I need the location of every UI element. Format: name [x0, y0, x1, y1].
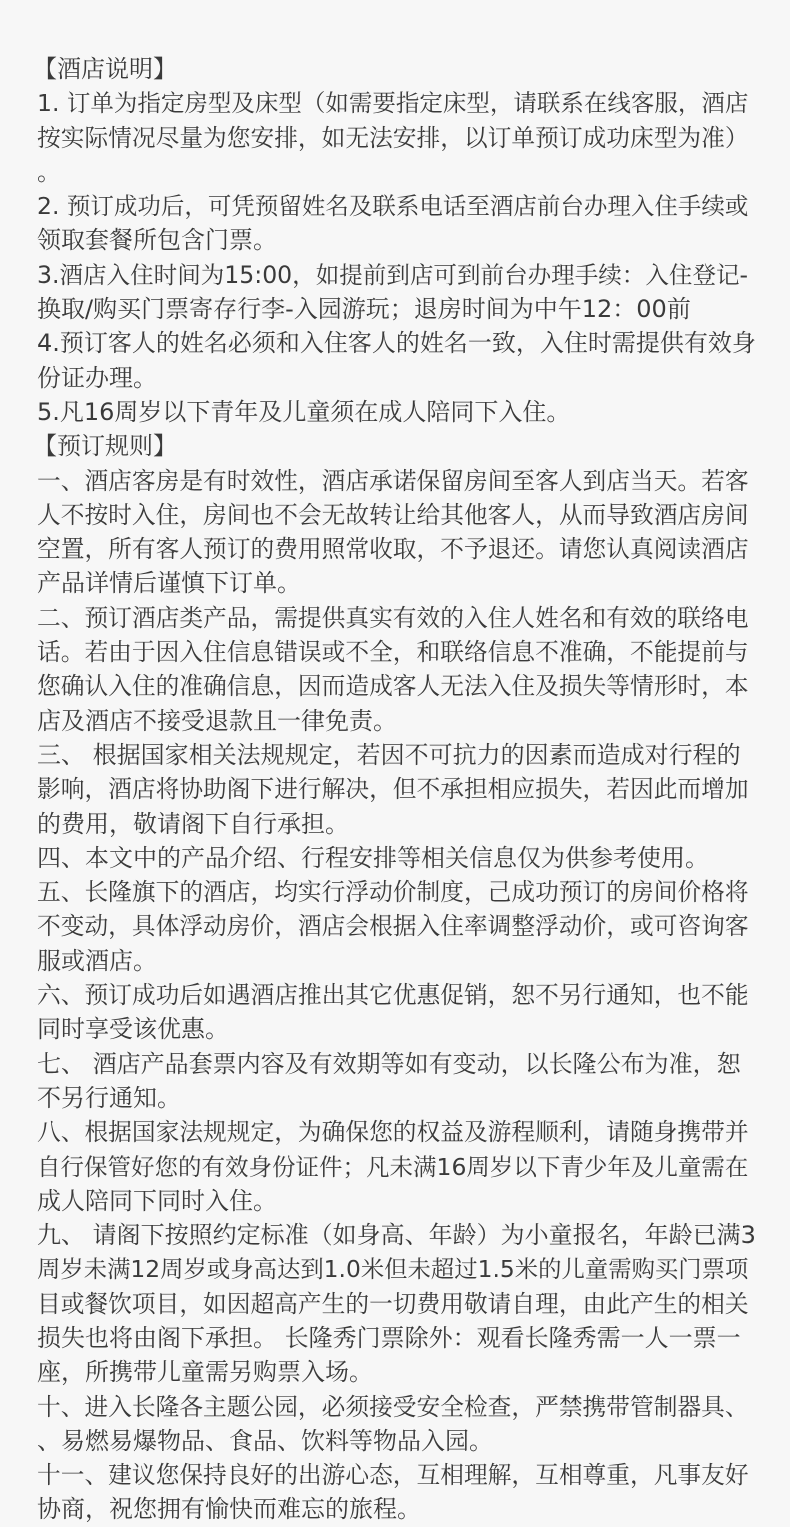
text-line: 七、 酒店产品套票内容及有效期等如有变动，以长隆公布为准，恕: [37, 1049, 741, 1078]
text-line: 3.酒店入住时间为15:00，如提前到店可到前台办理手续：入住登记-: [37, 260, 749, 289]
text-line: 店及酒店不接受退款且一律免责。: [37, 706, 397, 735]
text-line: 协商，祝您拥有愉快而难忘的旅程。: [37, 1495, 421, 1524]
text-line: 十、进入长隆各主题公园，必须接受安全检查，严禁携带管制器具、: [37, 1392, 749, 1421]
text-line: 一、酒店客房是有时效性，酒店承诺保留房间至客人到店当天。若客: [37, 466, 749, 495]
text-line: 目或餐饮项目，如因超高产生的一切费用敬请自理，由此产生的相关: [37, 1289, 749, 1318]
text-line: 按实际情况尽量为您安排，如无法安排，以订单预订成功床型为准）: [37, 123, 749, 152]
section-heading: 【预订规则】: [33, 432, 177, 461]
text-line: 4.预订客人的姓名必须和入住客人的姓名一致，入住时需提供有效身: [37, 329, 756, 358]
text-line: 1. 订单为指定房型及床型（如需要指定床型，请联系在线客服，酒店: [37, 89, 749, 118]
text-line: 十一、建议您保持良好的出游心态，互相理解，互相尊重，凡事友好: [37, 1461, 749, 1490]
text-line: 同时享受该优惠。: [37, 1015, 229, 1044]
text-line: 产品详情后谨慎下订单。: [37, 569, 301, 598]
section-heading: 【酒店说明】: [33, 55, 177, 83]
section-hotel-notes: [33, 52, 756, 429]
text-line: 座，所携带儿童需另购票入场。: [37, 1358, 373, 1387]
text-line: 三、 根据国家相关法规规定，若因不可抗力的因素而造成对行程的: [37, 740, 741, 769]
text-line: 话。若由于因入住信息错误或不全，和联络信息不准确，不能提前与: [37, 638, 749, 667]
text-line: 二、预订酒店类产品，需提供真实有效的入住人姓名和有效的联络电: [37, 603, 749, 632]
text-line: 、易燃易爆物品、食品、饮料等物品入园。: [37, 1426, 493, 1455]
text-line: 影响，酒店将协助阁下进行解决，但不承担相应损失，若因此而增加: [37, 775, 749, 804]
text-line: 空置，所有客人预订的费用照常收取，不予退还。请您认真阅读酒店: [37, 535, 749, 564]
text-line: 您确认入住的准确信息，因而造成客人无法入住及损失等情形时，本: [37, 672, 749, 701]
text-line: 九、 请阁下按照约定标准（如身高、年龄）为小童报名，年龄已满3: [37, 1221, 756, 1250]
text-line: 不变动，具体浮动房价，酒店会根据入住率调整浮动价，或可咨询客: [37, 912, 749, 941]
text-line: 服或酒店。: [37, 946, 157, 975]
text-line: 四、本文中的产品介绍、行程安排等相关信息仅为供参考使用。: [37, 843, 709, 872]
text-line: 。: [37, 157, 61, 186]
document-body: [33, 52, 756, 1527]
text-line: 六、预订成功后如遇酒店推出其它优惠促销，恕不另行通知，也不能: [37, 981, 749, 1010]
text-line: 成人陪同下同时入住。: [37, 1186, 277, 1215]
text-line: 2. 预订成功后，可凭预留姓名及联系电话至酒店前台办理入住手续或: [37, 192, 749, 221]
text-line: 人不按时入住，房间也不会无故转让给其他客人，从而导致酒店房间: [37, 500, 749, 529]
text-line: 损失也将由阁下承担。 长隆秀门票除外：观看长隆秀需一人一票一: [37, 1323, 741, 1352]
text-line: 的费用，敬请阁下自行承担。: [37, 809, 349, 838]
text-line: 五、长隆旗下的酒店，均实行浮动价制度，己成功预订的房间价格将: [37, 878, 749, 907]
text-line: 不另行通知。: [37, 1083, 181, 1112]
text-line: 周岁未满12周岁或身高达到1.0米但未超过1.5米的儿童需购买门票项: [37, 1255, 749, 1284]
text-line: 自行保管好您的有效身份证件；凡未满16周岁以下青少年及儿童需在: [37, 1152, 749, 1181]
text-line: 份证办理。: [37, 363, 157, 392]
text-line: 5.凡16周岁以下青年及儿童须在成人陪同下入住。: [37, 397, 571, 426]
text-line: 八、根据国家法规规定，为确保您的权益及游程顺利，请随身携带并: [37, 1118, 749, 1147]
text-line: 换取/购买门票寄存行李-入园游玩；退房时间为中午12：00前: [37, 295, 691, 324]
text-line: 领取套餐所包含门票。: [37, 226, 277, 255]
section-booking-rules: [33, 429, 756, 1527]
